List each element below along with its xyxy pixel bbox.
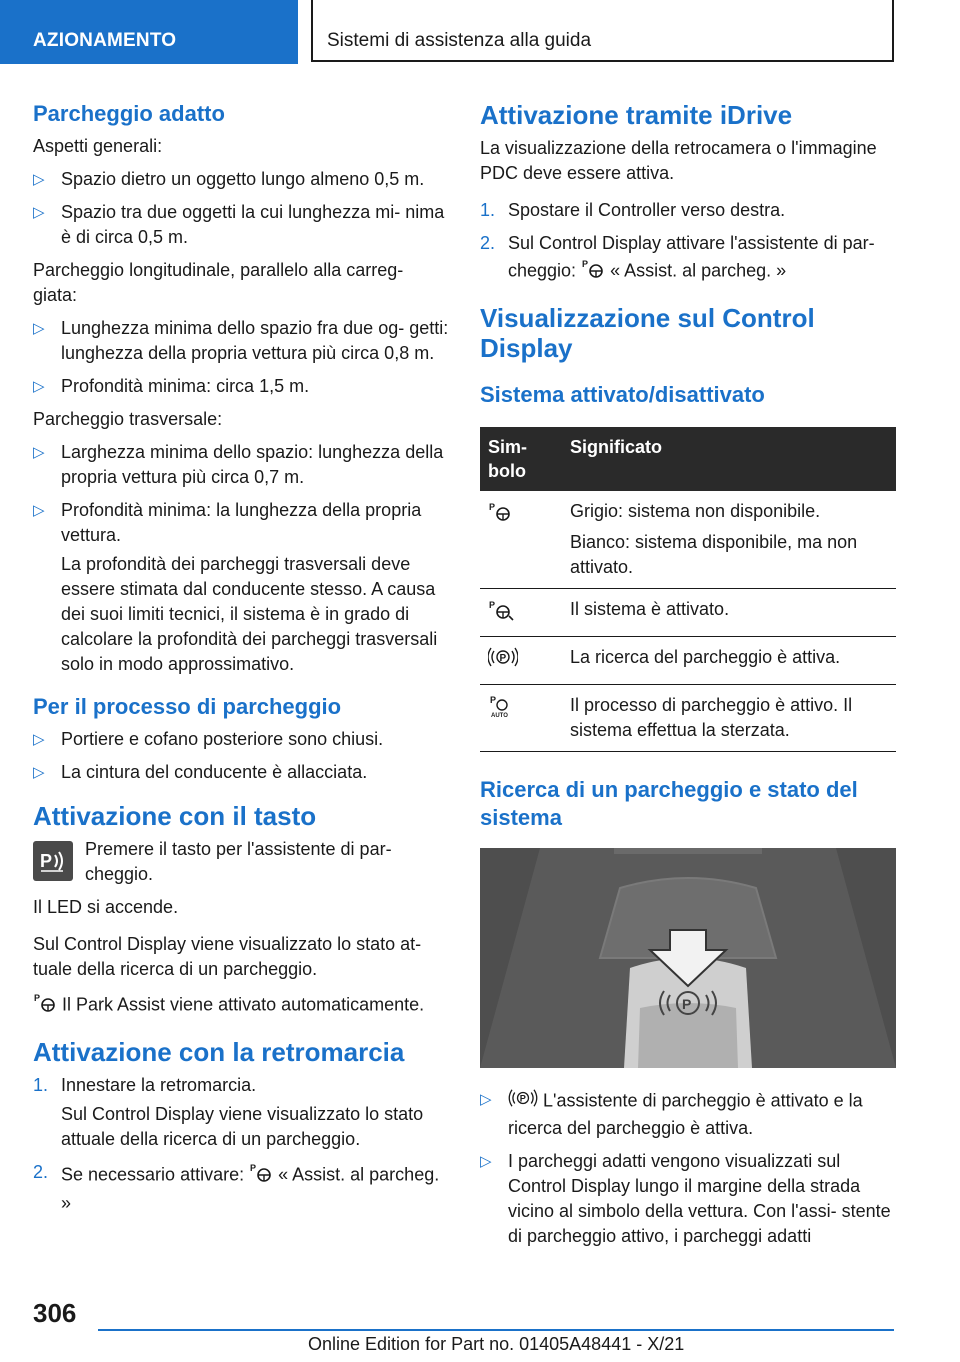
list-item [33, 374, 451, 399]
list-item-text: Portiere e cofano posteriore sono chiusi. [61, 729, 384, 749]
text-trasversale-note: La profondità dei parcheggi trasversali deve essere stimata dal conducente stesso. A causa dei suoi limiti tecnici, il sistema è in grado di calcolare la profondità dei parcheggi trasversali solo in modo approssimativo. [61, 554, 438, 674]
button-instruction [33, 837, 451, 887]
list-item [33, 167, 451, 192]
table-cell-text: Grigio: sistema non disponibile. [570, 501, 821, 521]
text-park-assist [33, 990, 451, 1021]
text-tasto: Premere il tasto per l'assistente di par- cheggio. [85, 839, 392, 884]
svg-text:AUTO: AUTO [491, 713, 508, 719]
svg-text:P: P [519, 1093, 526, 1104]
list-item-text: Spazio tra due oggetti la cui lunghezza mi- nima è di circa 0,5 m. [61, 202, 445, 247]
list-item [480, 1087, 896, 1141]
page-number: 306 [33, 1298, 77, 1328]
list-item [33, 440, 451, 490]
bullet-triangle-icon: ▷ [33, 171, 45, 188]
list-item-text: Profondità minima: la lunghezza della propria vettura. [61, 500, 422, 545]
parking-display-illustration-icon [480, 848, 896, 1068]
table-cell-text: Bianco: sistema disponibile, ma non attivato. [570, 532, 858, 577]
heading-visualizzazione: Visualizzazione sul Control Display [480, 303, 815, 363]
svg-text:P: P [499, 653, 507, 664]
list-item-text: Se necessario attivare: [61, 1164, 245, 1185]
heading-sistema: Sistema attivato/disattivato [480, 382, 765, 407]
park-assist-icon [581, 256, 605, 287]
footer-edition: Online Edition for Part no. 01405A48441 - X/21 [308, 1334, 685, 1354]
table-row [480, 685, 896, 752]
step-number: 1. [480, 200, 496, 220]
table-cell-symbol [480, 491, 562, 589]
heading-retromarcia: Attivazione con la retromarcia [33, 1037, 405, 1067]
park-assist-icon [249, 1160, 273, 1191]
section-title: AZIONAMENTO [33, 30, 177, 51]
list-item [33, 316, 451, 366]
park-assist-icon [33, 990, 57, 1021]
heading-ricerca: Ricerca di un parcheggio e stato del sistema [480, 777, 858, 830]
list-item-text-menu: « Assist. al parcheg. » [61, 1164, 440, 1213]
list-item [480, 198, 896, 223]
park-assist-active-icon [488, 597, 514, 628]
list-item [33, 1160, 451, 1216]
text-generali: Aspetti generali: [33, 136, 163, 156]
table-header-row [480, 427, 896, 491]
heading-parcheggio-adatto: Parcheggio adatto [33, 101, 225, 126]
chapter-title: Sistemi di assistenza alla guida [327, 30, 592, 51]
svg-text:P: P [34, 993, 41, 1003]
svg-text:P: P [250, 1163, 257, 1173]
bullet-triangle-icon: ▷ [33, 764, 45, 781]
bullet-triangle-icon: ▷ [33, 731, 45, 748]
list-item-text: Lunghezza minima dello spazio fra due og- getti: lunghezza della propria vettura più circa 0,8 m. [61, 318, 449, 363]
bullet-triangle-icon: ▷ [33, 320, 45, 337]
list-item [33, 200, 451, 250]
list-item-text: Sul Control Display attivare l'assistente di par- cheggio: [508, 233, 875, 281]
section-tab [0, 0, 298, 64]
text-trasversale: Parcheggio trasversale: [33, 409, 223, 429]
svg-text:P: P [489, 502, 496, 512]
table-cell-meaning [562, 589, 896, 637]
bullet-triangle-icon: ▷ [33, 444, 45, 461]
text-longitudinale: Parcheggio longitudinale, parallelo alla carreg- giata: [33, 260, 404, 305]
heading-processo: Per il processo di parcheggio [33, 694, 342, 719]
table-cell-meaning [562, 491, 896, 589]
list-item-text: La cintura del conducente è allacciata. [61, 762, 368, 782]
table-cell-text: Il processo di parcheggio è attivo. Il sistema effettua la sterzata. [570, 695, 853, 740]
list-item-text: Spazio dietro un oggetto lungo almeno 0,5 m. [61, 169, 425, 189]
svg-text:P: P [489, 600, 496, 610]
text-idrive: La visualizzazione della retrocamera o l'immagine PDC deve essere attiva. [480, 138, 877, 183]
table-header-meaning: Significato [562, 427, 896, 491]
list-item-text: Profondità minima: circa 1,5 m. [61, 376, 310, 396]
bullet-triangle-icon: ▷ [33, 204, 45, 221]
park-assist-button-icon [33, 841, 73, 881]
right-column [480, 100, 896, 1257]
table-cell-text: Il sistema è attivato. [570, 599, 730, 619]
bullet-triangle-icon: ▷ [480, 1153, 492, 1170]
list-item-text: I parcheggi adatti vengono visualizzati sul Control Display lungo il margine della strada vicino al simbolo della vettura. Con l'assi- stente di parcheggio attivo, i parcheggi adatti [508, 1151, 891, 1246]
symbol-table [480, 427, 896, 752]
park-auto-icon [488, 693, 514, 726]
step-number: 1. [33, 1075, 49, 1095]
step-number: 2. [33, 1162, 49, 1182]
table-row [480, 637, 896, 685]
table-cell-symbol [480, 685, 562, 752]
bullet-triangle-icon: ▷ [33, 378, 45, 395]
svg-text:P: P [582, 259, 589, 269]
step-number: 2. [480, 233, 496, 253]
list-item-text: Innestare la retromarcia. [61, 1075, 257, 1095]
park-assist-icon [488, 499, 514, 530]
list-item-text-menu: « Assist. al parcheg. » [610, 260, 787, 281]
text-display: Sul Control Display viene visualizzato lo stato at- tuale della ricerca di un parcheggio. [33, 934, 422, 979]
list-item [480, 1149, 896, 1249]
bullet-triangle-icon: ▷ [480, 1091, 492, 1108]
list-item-text: Spostare il Controller verso destra. [508, 200, 786, 220]
table-row [480, 491, 896, 589]
table-header-symbol: Sim- bolo [480, 427, 562, 491]
text-led: Il LED si accende. [33, 897, 179, 917]
list-item [33, 760, 451, 785]
text-park-assist-label: Il Park Assist viene attivato automaticamente. [62, 994, 425, 1015]
list-item-text: Larghezza minima dello spazio: lunghezza della propria vettura più circa 0,7 m. [61, 442, 444, 487]
table-cell-meaning [562, 637, 896, 685]
list-item [33, 1073, 451, 1098]
table-row [480, 589, 896, 637]
svg-text:P: P [490, 695, 497, 705]
table-cell-symbol [480, 589, 562, 637]
chapter-tab [311, 0, 894, 62]
left-column [33, 100, 451, 1224]
svg-text:P: P [40, 851, 53, 871]
heading-tasto: Attivazione con il tasto [33, 801, 317, 831]
heading-idrive: Attivazione tramite iDrive [480, 100, 793, 130]
bullet-triangle-icon: ▷ [33, 502, 45, 519]
table-cell-symbol [480, 637, 562, 685]
footer-divider [98, 1329, 894, 1331]
svg-text:P: P [682, 996, 692, 1012]
text-retro-note: Sul Control Display viene visualizzato lo stato attuale della ricerca di un parcheggio. [61, 1104, 424, 1149]
list-item [480, 231, 896, 287]
table-cell-meaning [562, 685, 896, 752]
list-item [33, 498, 451, 548]
list-item [33, 727, 451, 752]
parking-search-icon [488, 645, 518, 676]
list-item-text: L'assistente di parcheggio è attivato e la ricerca del parcheggio è attiva. [508, 1090, 863, 1138]
parking-search-icon [508, 1087, 538, 1116]
table-cell-text: La ricerca del parcheggio è attiva. [570, 647, 841, 667]
